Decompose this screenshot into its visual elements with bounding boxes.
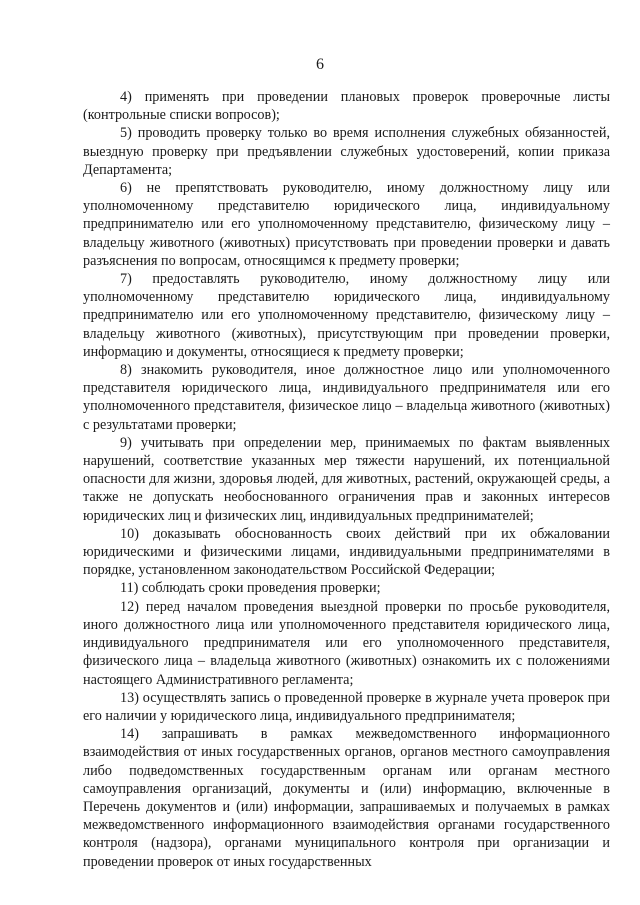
- paragraph-item-14: 14) запрашивать в рамках межведомственного информационного взаимодействия от иных государственных органов, органов местного самоуправления либо подведомственных государственным органам или органам местного самоуправления организаций, документы и (или) информацию, включенные в Перечень документов и (или) информации, запрашиваемых и получаемых в рамках межведомственного информационного взаимодействия органами государственного контроля (надзора), органами муниципального контроля при организации и проведении проверок от иных государственных: [83, 726, 610, 870]
- paragraph-item-8: 8) знакомить руководителя, иное должностное лицо или уполномоченного представителя юридического лица, индивидуального предпринимателя или его уполномоченного представителя, физическое лицо – владельца животного (животных) с результатами проверки;: [83, 362, 610, 433]
- document-body: [83, 88, 610, 871]
- paragraph-item-9: 9) учитывать при определении мер, принимаемых по фактам выявленных нарушений, соответствие указанных мер тяжести нарушений, их потенциальной опасности для жизни, здоровья людей, для животных, растений, окружающей среды, а также не допускать необоснованного ограничения прав и законных интересов юридических лиц и физических лиц, индивидуальных предпринимателей;: [83, 434, 610, 524]
- paragraph-item-12: 12) перед началом проведения выездной проверки по просьбе руководителя, иного должностного лица или уполномоченного представителя юридического лица, индивидуального предпринимателя или его уполномоченного представителя, физического лица – владельца животного (животных) ознакомить их с положениями настоящего Административного регламента;: [83, 598, 610, 688]
- paragraph-item-6: 6) не препятствовать руководителю, иному должностному лицу или уполномоченному представителю юридического лица, индивидуальному предпринимателю или его уполномоченному представителю, физическому лицу – владельцу животного (животных) присутствовать при проведении проверки и давать разъяснения по вопросам, относящимся к предмету проверки;: [83, 180, 610, 269]
- page-number: 6: [316, 56, 324, 73]
- paragraph-item-11: 11) соблюдать сроки проведения проверки;: [120, 580, 381, 597]
- paragraph-item-7: 7) предоставлять руководителю, иному должностному лицу или уполномоченному представителю юридического лица, индивидуальному предпринимателю или его уполномоченному представителю, физическому лицу – владельцу животного (животных), присутствующим при проведении проверки, информацию и документы, относящиеся к предмету проверки;: [83, 271, 610, 360]
- paragraph-item-4: 4) применять при проведении плановых проверок проверочные листы (контрольные списки вопросов);: [83, 89, 610, 124]
- paragraph-item-13: 13) осуществлять запись о проведенной проверке в журнале учета проверок при его наличии у юридического лица, индивидуального предпринимателя;: [83, 689, 610, 724]
- paragraph-item-10: 10) доказывать обоснованность своих действий при их обжаловании юридическими и физическими лицами, индивидуальными предпринимателями в порядке, установленном законодательством Российской Федерации;: [83, 525, 610, 579]
- paragraph-item-5: 5) проводить проверку только во время исполнения служебных обязанностей, выездную проверку при предъявлении служебных удостоверений, копии приказа Департамента;: [83, 125, 610, 178]
